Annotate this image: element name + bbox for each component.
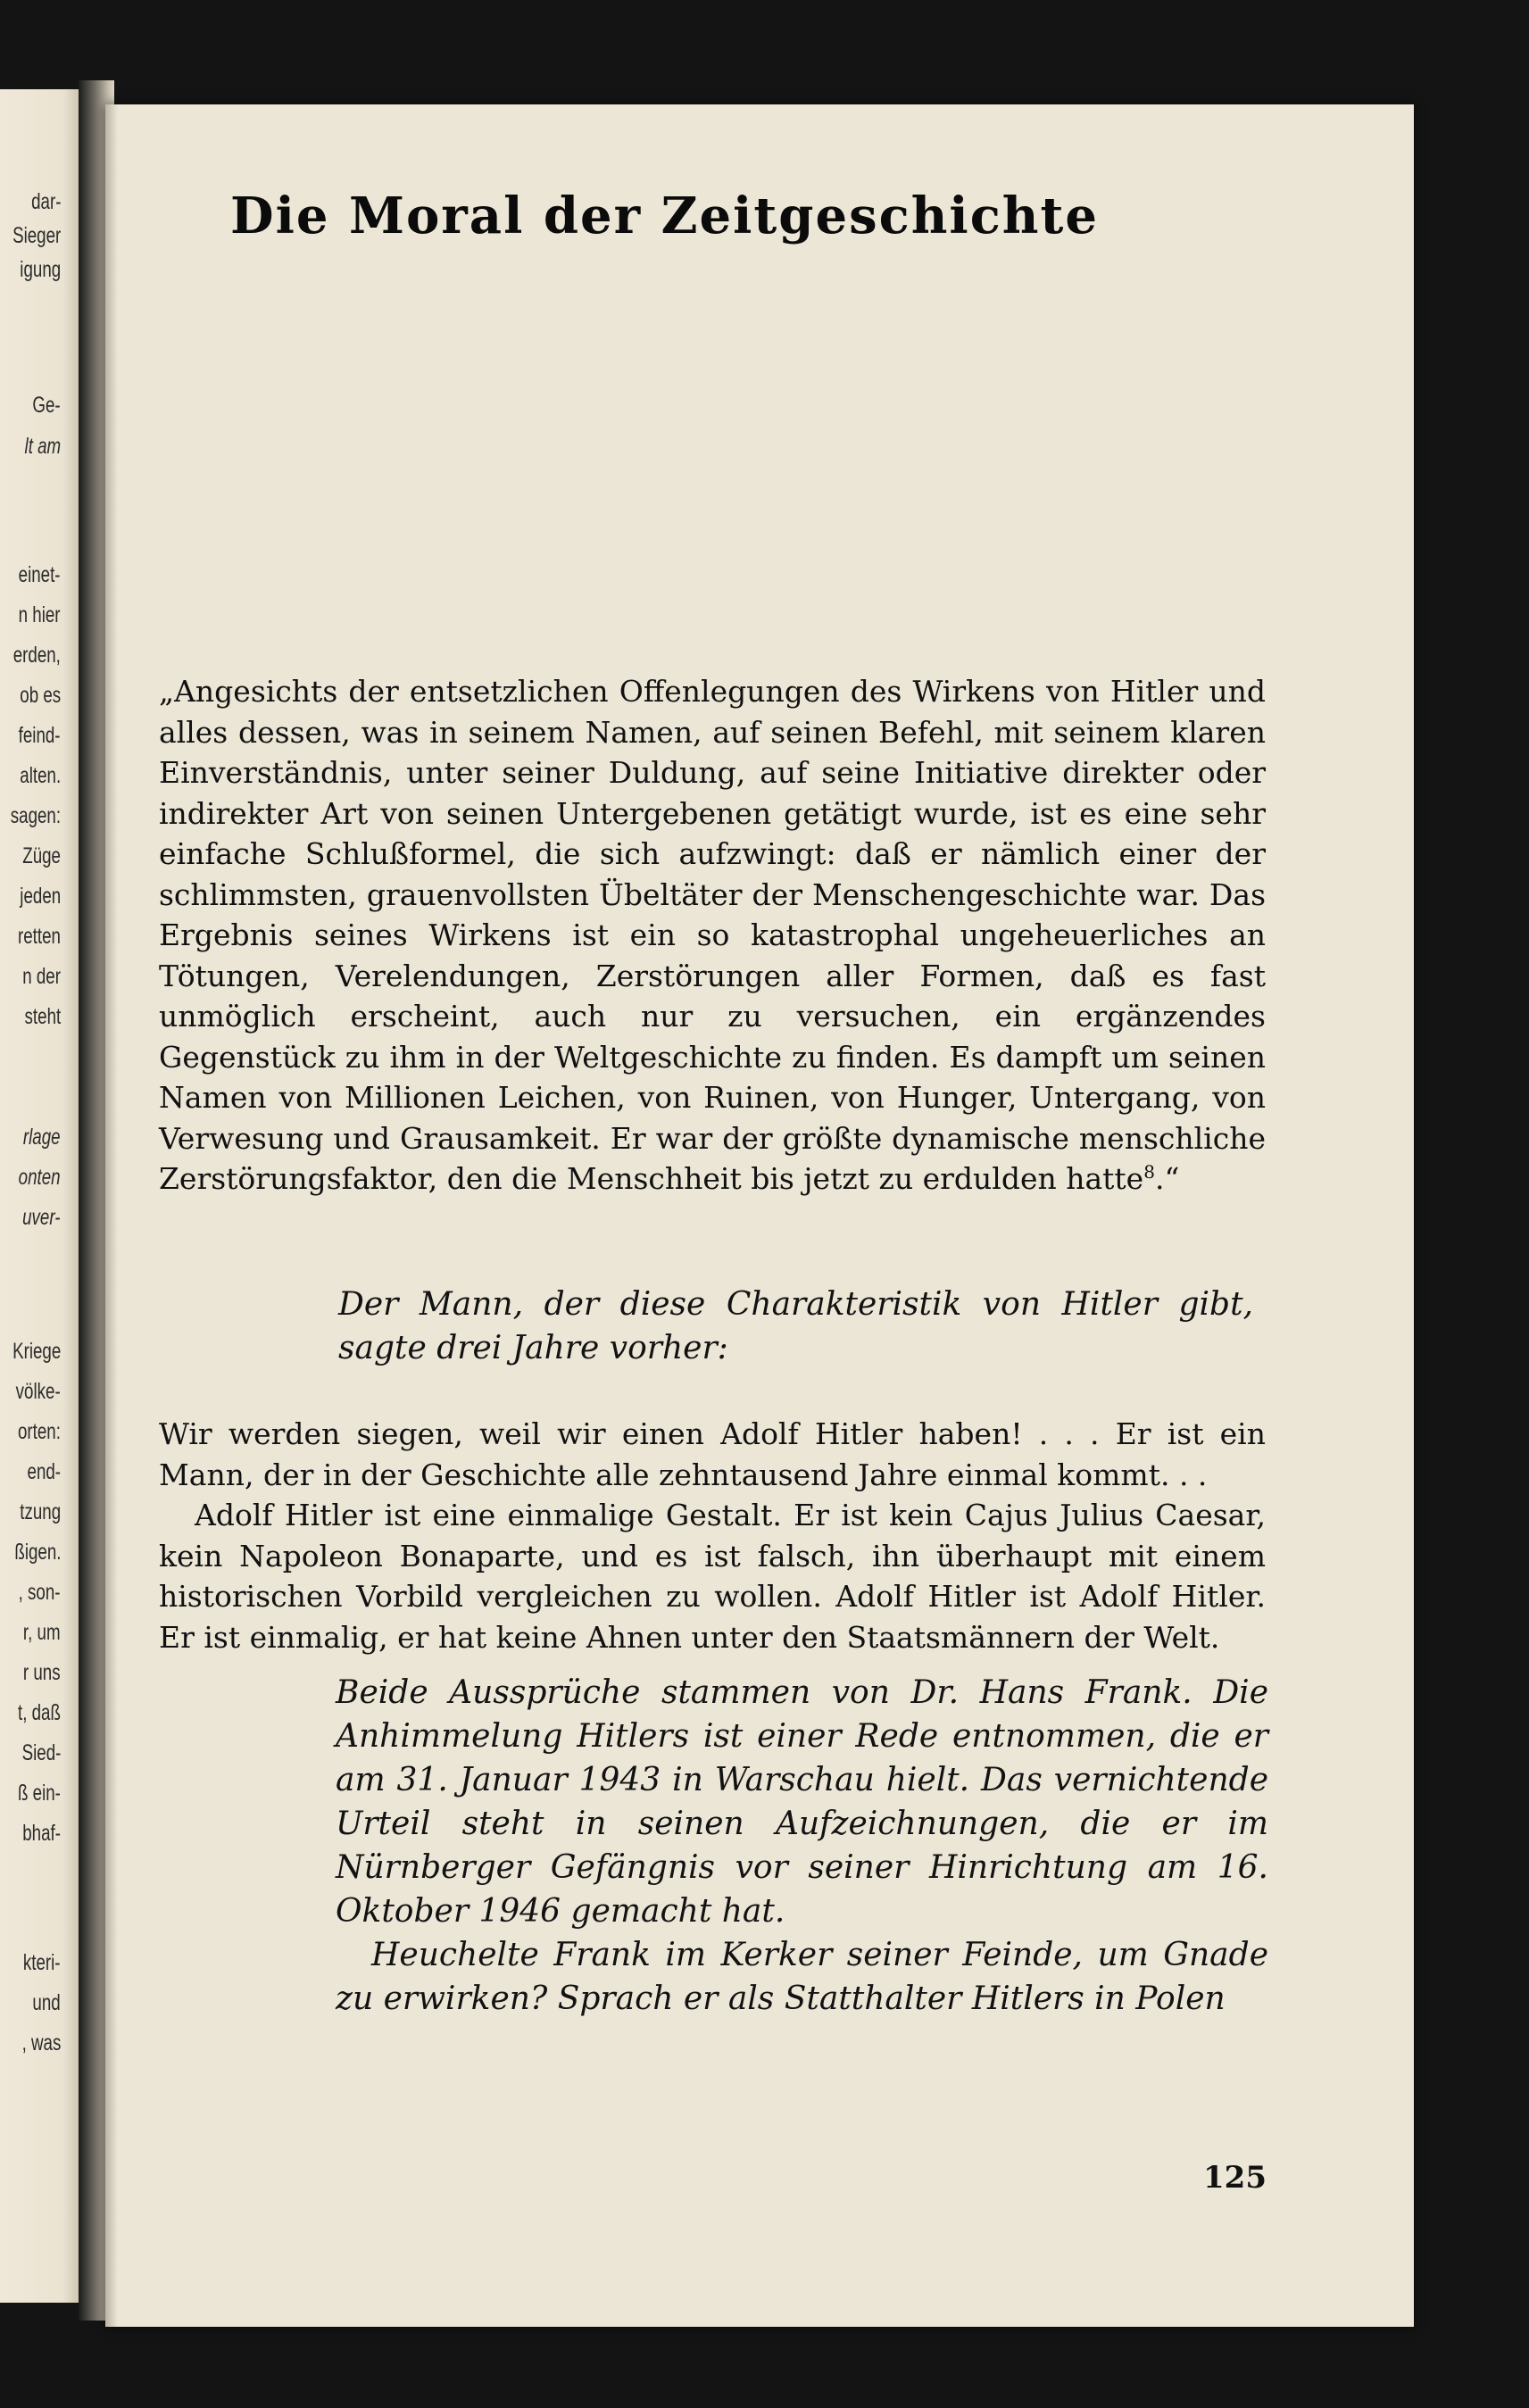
commentary-paragraph: Beide Aussprüche stammen von Dr. Hans Frank. Die Anhimmelung Hitlers ist einer Rede entnommen, die er am 31. Januar 1943 in Warschau hielt. Das vernichtende Urteil steht in seinen Aufzeichnungen, die er im Nürnberger Gefängnis vor seiner Hinrichtung am 16. Oktober 1946 gemacht hat. [336, 1674, 1268, 1930]
left-page-text: r uns [23, 1660, 61, 1685]
left-page-text: feind- [19, 723, 61, 748]
commentary-paragraph: Der Mann, der diese Charakteristik von Hitler gibt, sagte drei Jahre vorher: [338, 1286, 1253, 1366]
left-page-text: erden, [12, 643, 61, 668]
left-page-text: ob es [20, 683, 61, 708]
quote-text: „Angesichts der entsetzlichen Offenlegungen des Wirkens von Hitler und alles dessen, was in seinem Namen, auf seinen Befehl, mit seinem klaren Einverständnis, unter seiner Duldung, auf seine Initiative direkter oder indirekter Art von seinen Untergebenen getätigt wurde, ist es eine sehr einfache Schlußformel, die sich aufzwingt: daß er nämlich einer der schlimmsten, grauenvollsten Übeltäter der Menschengeschichte war. Das Ergebnis seines Wirkens ist ein so katastrophal ungeheuerliches an Tötungen, Verelendungen, Zerstörungen aller Formen, daß es fast unmöglich erscheint, auch nur zu versuchen, ein ergänzendes Gegenstück zu ihm in der Weltgeschichte zu finden. Es dampft um seinen Namen von Millionen Leichen, von Ruinen, von Hunger, Untergang, von Verwesung und Grausamkeit. Er war der größte dynamische menschliche Zerstörungsfaktor, den die Menschheit bis jetzt zu erdulden hatte [159, 674, 1266, 1196]
left-page-text: r, um [23, 1620, 61, 1645]
speech-paragraph: Wir werden siegen, weil wir einen Adolf Hitler haben! . . . Er ist ein Mann, der in der Geschichte alle zehntausend Jahre einmal kommt. . . [159, 1416, 1266, 1492]
left-page-text: sagen: [10, 803, 61, 828]
left-page-text: dar- [30, 189, 61, 214]
left-page-text: retten [18, 924, 61, 949]
left-page-text: und [32, 1990, 61, 2015]
commentary-block [336, 1671, 1268, 2021]
left-page-text: , son- [19, 1580, 61, 1605]
left-page-text: n hier [19, 602, 61, 627]
left-page-text: end- [27, 1459, 61, 1484]
previous-page-edge [0, 89, 79, 2303]
left-page-text: Sied- [21, 1740, 61, 1765]
left-page-text: völke- [15, 1379, 61, 1404]
left-page-text: steht [24, 1004, 61, 1029]
book-page [105, 104, 1414, 2327]
left-page-text: , was [21, 2030, 61, 2055]
left-page-text: Ge- [32, 393, 61, 418]
chapter-heading: Die Moral der Zeitgeschichte [230, 187, 1099, 245]
left-page-text: orten: [18, 1419, 61, 1444]
left-page-text: t, daß [18, 1700, 61, 1725]
left-page-text: bhaf- [22, 1821, 61, 1846]
speech-quote-block [159, 1414, 1266, 1657]
left-page-text: jeden [20, 884, 61, 909]
hitler-quote-block [159, 671, 1266, 1200]
footnote-marker: 8 [1143, 1161, 1155, 1183]
left-page-text: ßigen. [13, 1540, 61, 1565]
left-page-text: rlage [23, 1125, 61, 1150]
quote-paragraph [159, 671, 1266, 1200]
left-page-text: igung [20, 257, 61, 282]
left-page-text: onten [19, 1165, 61, 1190]
left-page-text: n der [22, 964, 61, 989]
commentary-paragraph: Heuchelte Frank im Kerker seiner Feinde, um Gnade zu erwirken? Sprach er als Statthalter Hitlers in Polen [336, 1937, 1268, 2017]
left-page-text: kteri- [23, 1950, 61, 1975]
left-page-text: lt am [24, 434, 61, 459]
left-page-text: Züge [22, 843, 61, 868]
left-page-text: Sieger [12, 223, 61, 248]
left-page-text: tzung [20, 1499, 61, 1524]
page-number: 125 [1203, 2160, 1267, 2196]
commentary-intro [338, 1283, 1253, 1370]
left-page-text: uver- [22, 1205, 61, 1230]
left-page-text: alten. [20, 763, 61, 788]
left-page-text: ß ein- [18, 1781, 61, 1806]
speech-paragraph: Adolf Hitler ist eine einmalige Gestalt. Er ist kein Cajus Julius Caesar, kein Napoleon Bonaparte, und es ist falsch, ihn überhaupt mit einem historischen Vorbild vergleichen zu wollen. Adolf Hitler ist Adolf Hitler. Er ist einmalig, er hat keine Ahnen unter den Staatsmännern der Welt. [159, 1498, 1266, 1655]
quote-close: .“ [1154, 1161, 1180, 1196]
left-page-text: Kriege [12, 1339, 61, 1364]
left-page-text: einet- [19, 562, 61, 587]
